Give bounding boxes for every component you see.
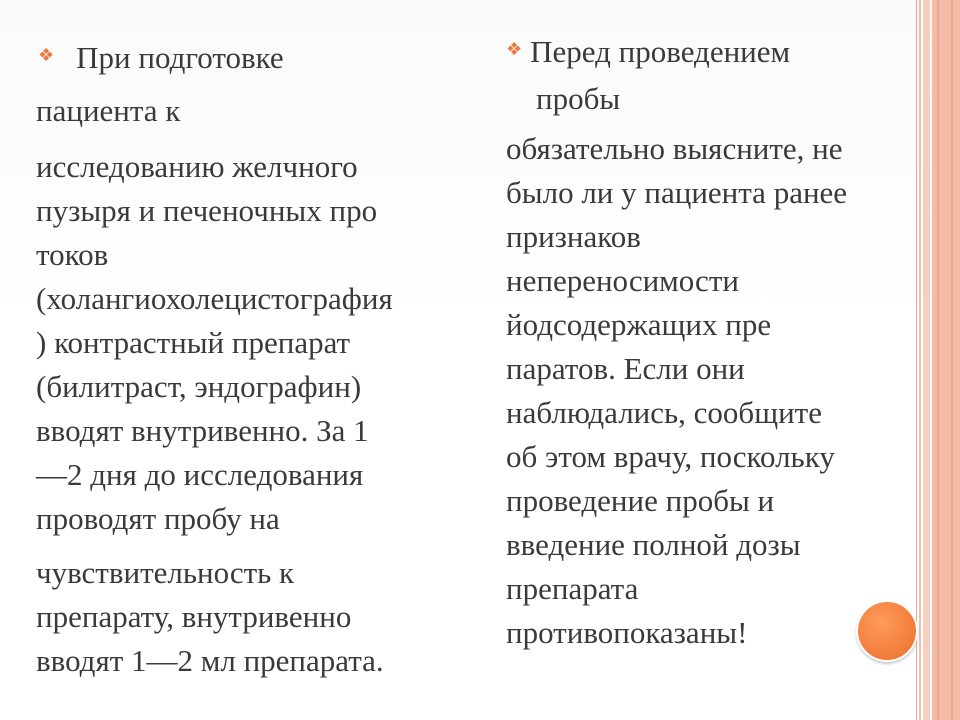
right-line: йодсодержащих пре xyxy=(506,306,772,342)
left-line: (билитраст, эндографин) xyxy=(36,368,362,404)
decorative-stripe xyxy=(919,0,921,720)
left-bullet-text: При подготовке xyxy=(76,40,284,75)
right-line: противопоказаны! xyxy=(506,614,748,650)
left-line: исследованию желчного xyxy=(36,148,358,184)
left-line: —2 дня до исследования xyxy=(36,456,364,492)
left-line: ) контрастный препарат xyxy=(36,324,351,360)
right-line: было ли у пациента ранее xyxy=(506,174,848,210)
right-bullet-text: Перед проведением xyxy=(530,34,791,69)
decorative-stripe xyxy=(916,0,917,720)
right-text-column xyxy=(506,30,916,655)
left-line: вводят 1—2 мл препарата. xyxy=(36,642,384,678)
left-text-column xyxy=(36,36,481,683)
left-line: токов xyxy=(36,236,109,272)
left-line: вводят внутривенно. За 1 xyxy=(36,412,369,448)
left-line: чувствительность к xyxy=(36,554,295,590)
right-bullet-line xyxy=(506,30,916,77)
left-bullet-line xyxy=(36,36,481,83)
right-line: непереносимости xyxy=(506,262,739,298)
left-line: (холангиохолецистография xyxy=(36,280,393,316)
diamond-bullet-icon: ❖ xyxy=(506,38,523,59)
left-line: пациента к xyxy=(36,92,181,128)
right-bullet-continuation: пробы xyxy=(536,80,621,116)
right-line: введение полной дозы xyxy=(506,526,801,562)
right-line: препарата xyxy=(506,570,639,606)
orange-circle-decoration xyxy=(856,600,918,662)
right-line: паратов. Если они xyxy=(506,350,745,386)
diamond-bullet-icon: ❖ xyxy=(38,44,55,65)
right-line: обязательно выясните, не xyxy=(506,130,843,166)
decorative-stripe xyxy=(937,0,939,720)
right-line: об этом врачу, поскольку xyxy=(506,438,835,474)
right-line: проведение пробы и xyxy=(506,482,775,518)
decorative-stripe xyxy=(951,0,953,720)
right-line: признаков xyxy=(506,218,641,254)
left-line: проводят пробу на xyxy=(36,500,280,536)
left-line: препарату, внутривенно xyxy=(36,598,352,634)
right-line: наблюдались, сообщите xyxy=(506,394,822,430)
decorative-stripe xyxy=(923,0,930,720)
left-line: пузыря и печеночных про xyxy=(36,192,378,228)
